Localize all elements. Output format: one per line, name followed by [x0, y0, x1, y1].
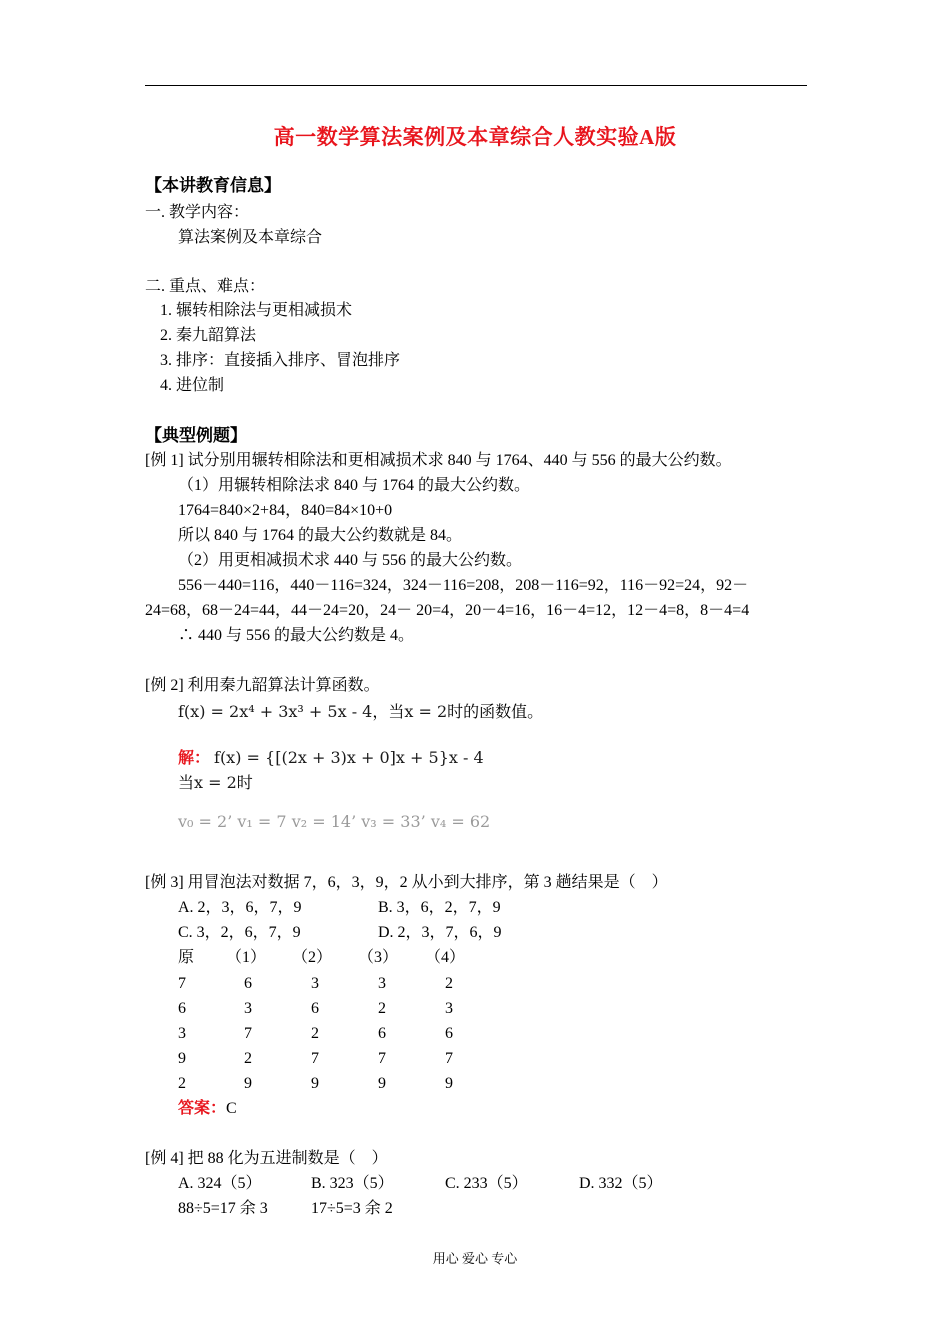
table-cell: 9	[178, 1050, 186, 1067]
table-cell: 7	[244, 1025, 252, 1042]
ex1-line5: ∴ 440 与 556 的最大公约数是 4。	[178, 627, 415, 644]
ex4-calc1: 88÷5=17 余 3	[178, 1200, 268, 1217]
ex3-option-a: A. 2，3，6，7，9	[178, 899, 302, 916]
table-cell: 2	[244, 1050, 252, 1067]
ex4-option-b: B. 323（5）	[311, 1175, 394, 1192]
table-cell: 2	[178, 1075, 186, 1092]
ex2-function: f(x) = 2x⁴ + 3x³ + 5x - 4	[178, 702, 373, 721]
header-rule	[145, 85, 807, 86]
page-footer: 用心 爱心 专心	[432, 1251, 518, 1266]
key-points-label: 二. 重点、难点：	[145, 278, 266, 295]
section-header-examples: 【典型例题】	[145, 426, 247, 445]
table-cell: 7	[178, 975, 186, 992]
v-value: v₁ = 7	[237, 812, 287, 831]
ex3-answer-line	[178, 1099, 237, 1119]
answer-label: 答案：	[178, 1100, 227, 1117]
table-header: （2）	[292, 949, 333, 966]
table-cell: 7	[311, 1050, 319, 1067]
table-cell: 6	[178, 1000, 186, 1017]
ex4-question: [例 4] 把 88 化为五进制数是（ ）	[145, 1150, 388, 1167]
table-header: 原	[178, 949, 195, 966]
table-cell: 2	[311, 1025, 319, 1042]
ex2-function-line	[178, 702, 543, 723]
table-cell: 7	[445, 1050, 453, 1067]
ex2-condition: x = 2	[404, 702, 448, 721]
ex1-line3: 556－440=116，440－116=324，324－116=208，208－116=92，116－92=24，92－	[178, 577, 749, 594]
key-point-item: 1. 辗转相除法与更相减损术	[160, 302, 353, 319]
ex3-option-d: D. 2，3，7，6，9	[378, 924, 502, 941]
ex2-solution-line	[178, 748, 484, 769]
ex2-when-sep: ，当	[372, 704, 405, 721]
v-value: v₀ = 2	[178, 812, 228, 831]
section-header-info: 【本讲教育信息】	[145, 176, 281, 195]
ex1-question: [例 1] 试分别用辗转相除法和更相减损术求 840 与 1764、440 与 556 的最大公约数。	[145, 452, 732, 469]
ex3-option-b: B. 3，6，2，7，9	[378, 899, 501, 916]
teaching-content: 算法案例及本章综合	[178, 229, 323, 246]
table-cell: 6	[445, 1025, 453, 1042]
ex2-v-values-line: v₀ = 2’ v₁ = 7 v₂ = 14’ v₃ = 33’ v₄ = 62	[178, 812, 491, 831]
table-cell: 6	[244, 975, 252, 992]
table-cell: 2	[378, 1000, 386, 1017]
table-cell: 9	[311, 1075, 319, 1092]
key-point-item: 3. 排序：直接插入排序、冒泡排序	[160, 352, 401, 369]
ex1-part1: （1）用辗转相除法求 840 与 1764 的最大公约数。	[178, 477, 531, 494]
v-value: v₃ = 33	[361, 812, 421, 831]
ex1-line1: 1764=840×2+84，840=84×10+0	[178, 502, 393, 519]
v-value: v₄ = 62	[430, 812, 491, 831]
ex2-question: [例 2] 利用秦九韶算法计算函数。	[145, 677, 380, 694]
ex4-calc2: 17÷5=3 余 2	[311, 1200, 393, 1217]
table-cell: 6	[378, 1025, 386, 1042]
ex2-when-condition: x = 2	[194, 773, 237, 792]
key-point-item: 4. 进位制	[160, 377, 225, 394]
table-cell: 7	[378, 1050, 386, 1067]
table-cell: 3	[378, 975, 386, 992]
table-cell: 3	[244, 1000, 252, 1017]
teaching-content-label: 一. 教学内容：	[145, 204, 250, 221]
table-header: （3）	[358, 949, 399, 966]
v-value: v₂ = 14	[291, 812, 352, 831]
ex4-option-c: C. 233（5）	[445, 1175, 528, 1192]
table-cell: 9	[445, 1075, 453, 1092]
ex3-option-c: C. 3，2，6，7，9	[178, 924, 301, 941]
table-header: （4）	[425, 949, 466, 966]
table-cell: 2	[445, 975, 453, 992]
ex4-option-d: D. 332（5）	[579, 1175, 663, 1192]
table-header: （1）	[226, 949, 267, 966]
ex3-question: [例 3] 用冒泡法对数据 7，6，3，9，2 从小到大排序，第 3 趟结果是（ ）	[145, 874, 668, 891]
ex2-solution-expr: f(x) = {[(2x + 3)x + 0]x + 5}x - 4	[214, 748, 484, 767]
table-cell: 6	[311, 1000, 319, 1017]
ex3-answer: C	[226, 1100, 237, 1117]
table-cell: 3	[311, 975, 319, 992]
solution-label: 解：	[178, 750, 211, 767]
ex1-line4: 24=68，68－24=44，44－24=20，24－ 20=4，20－4=16，16－4=12，12－4=8，8－4=4	[145, 602, 750, 619]
ex2-when-tail: 时	[236, 775, 253, 792]
table-cell: 9	[244, 1075, 252, 1092]
table-cell: 9	[378, 1075, 386, 1092]
ex1-part2: （2）用更相减损术求 440 与 556 的最大公约数。	[178, 552, 523, 569]
ex2-when-label: 当	[178, 775, 195, 792]
table-cell: 3	[178, 1025, 186, 1042]
ex2-when-line	[178, 773, 253, 794]
key-point-item: 2. 秦九韶算法	[160, 327, 257, 344]
table-cell: 3	[445, 1000, 453, 1017]
document-title: 高一数学算法案例及本章综合人教实验A版	[273, 125, 677, 149]
ex1-line2: 所以 840 与 1764 的最大公约数就是 84。	[178, 527, 463, 544]
ex2-tail: 时的函数值。	[447, 704, 544, 721]
ex4-option-a: A. 324（5）	[178, 1175, 262, 1192]
